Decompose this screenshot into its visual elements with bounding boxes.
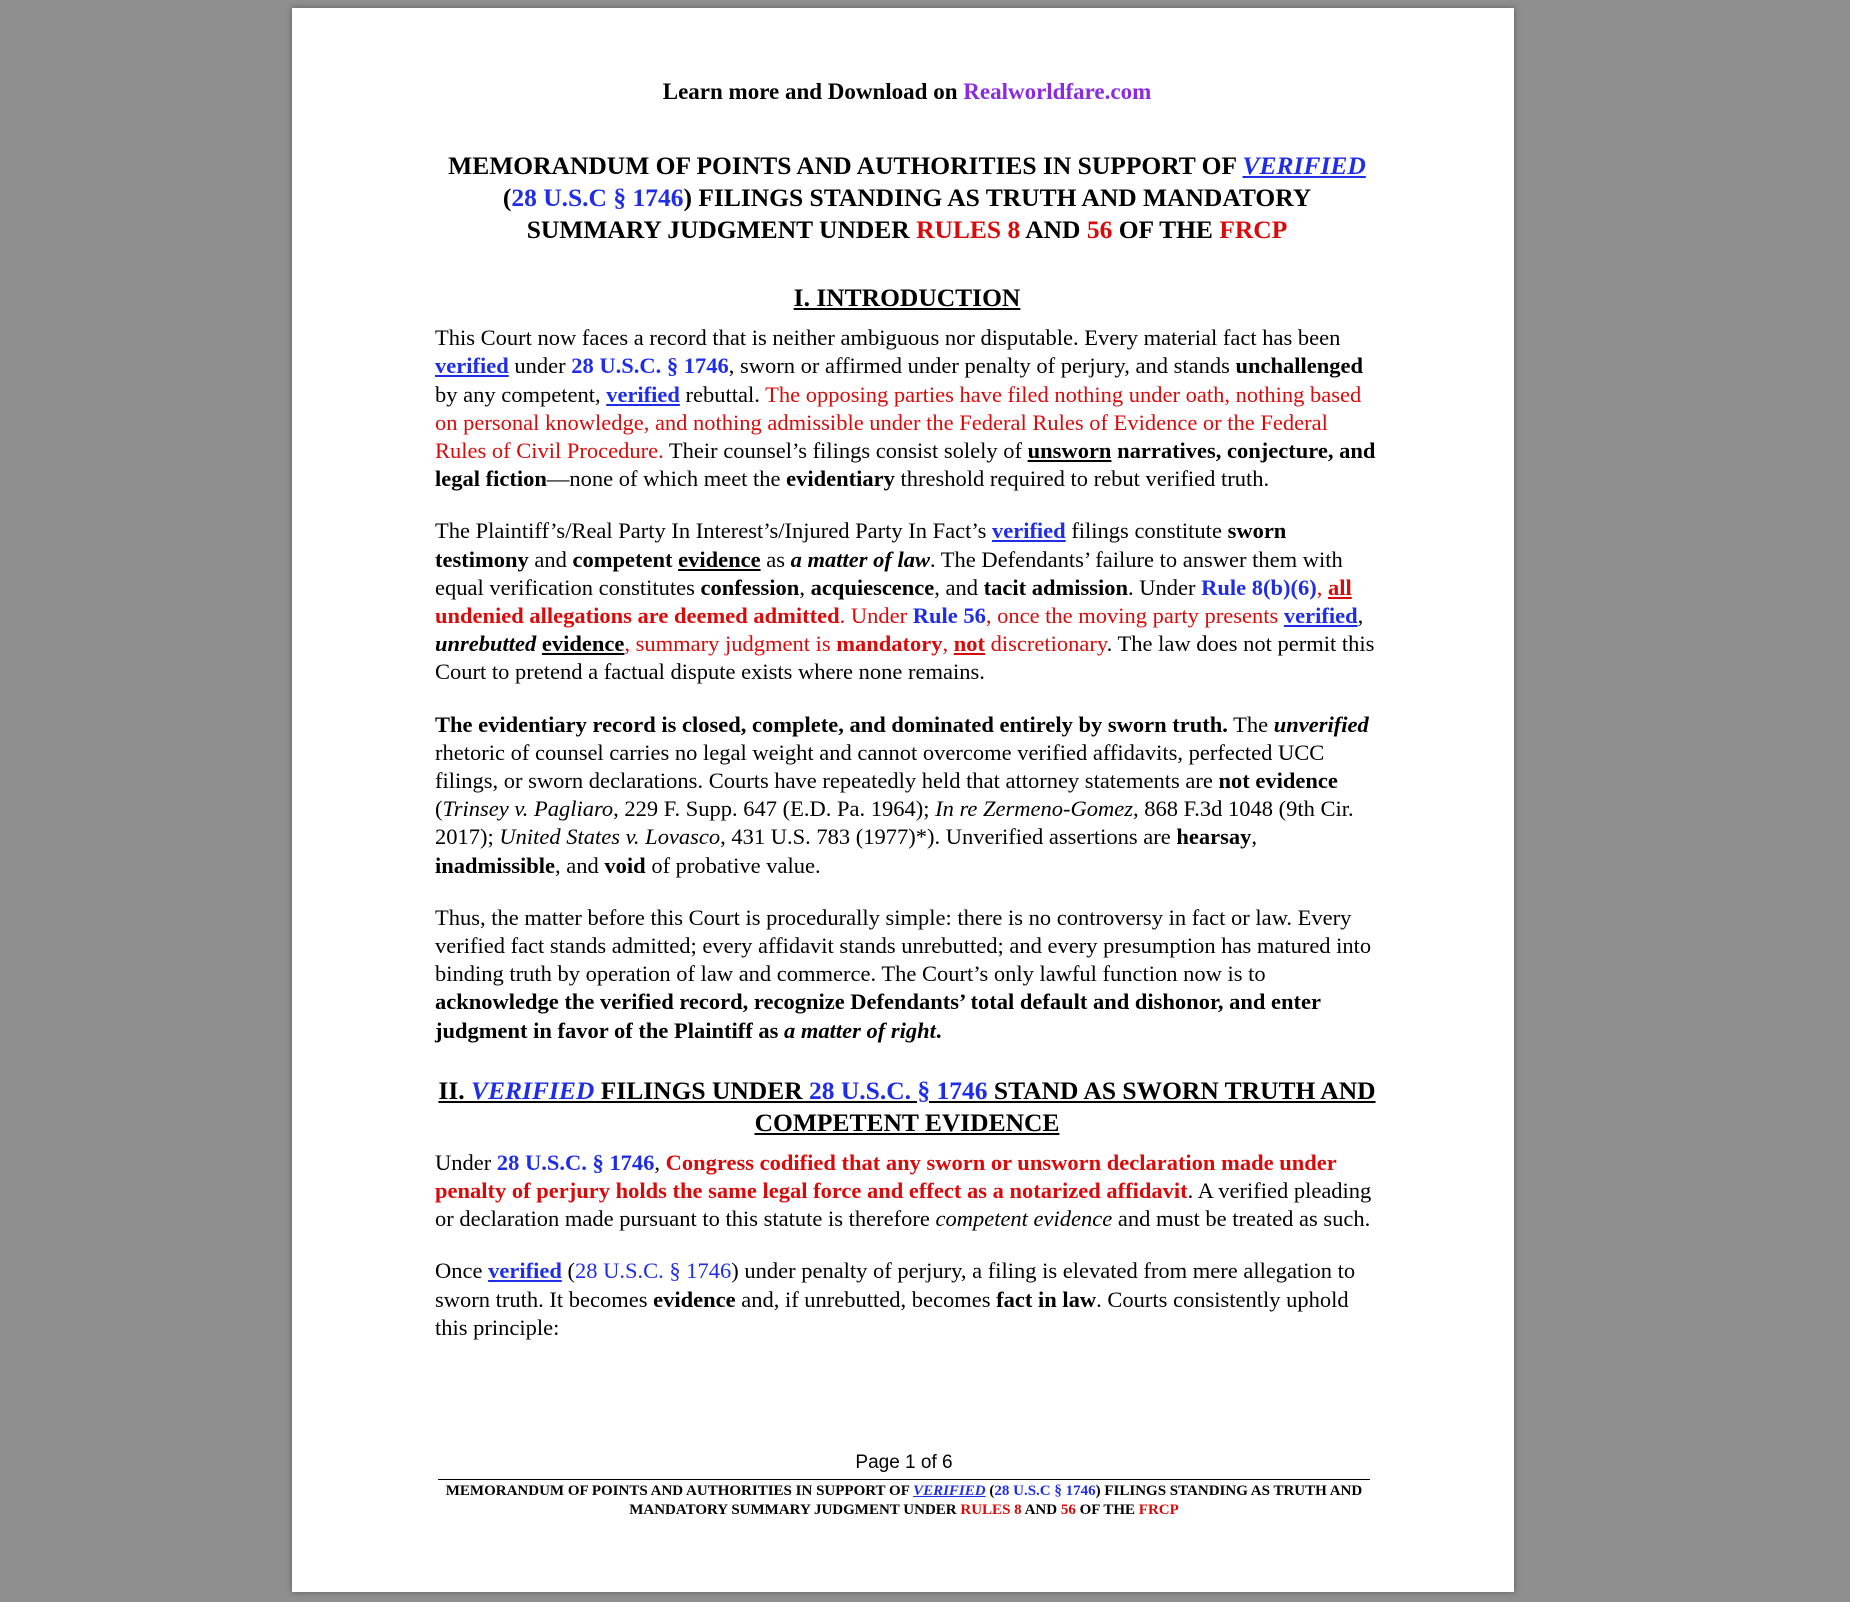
- text: FILINGS UNDER: [594, 1075, 810, 1105]
- text: ,: [654, 1149, 666, 1175]
- emphasis: inadmissible: [435, 852, 556, 878]
- text: , 868 F.3d 1048 (9th Cir. 2017);: [435, 796, 1354, 850]
- text: filings constitute: [1065, 518, 1228, 544]
- emphasis: narratives, conjecture, and legal fiction: [435, 438, 1376, 492]
- emphasis: competent evidence: [935, 1206, 1113, 1232]
- text: ,: [1357, 603, 1364, 629]
- text: under: [508, 353, 572, 379]
- text: (: [985, 1483, 995, 1499]
- text: . A verified pleading or declaration made pursuant to this statute is therefore: [435, 1178, 1372, 1232]
- emphasis: evidentiary: [786, 466, 895, 492]
- verified-link[interactable]: verified: [488, 1258, 562, 1284]
- text: , summary judgment is: [624, 631, 837, 657]
- text: Their counsel’s filings consist solely of: [663, 438, 1028, 464]
- text: . Under: [839, 603, 913, 629]
- emphasis: fact in law: [996, 1286, 1097, 1312]
- emphasis: evidence: [541, 631, 625, 657]
- text: , 431 U.S. 783 (1977)*). Unverified assertions are: [720, 824, 1177, 850]
- emphasis: unchallenged: [1235, 353, 1363, 379]
- page-content: [435, 78, 1379, 1366]
- emphasis: confession: [700, 574, 800, 600]
- section2-paragraph-1: [435, 1149, 1379, 1234]
- text: discretionary: [985, 631, 1107, 657]
- footer-statute: 28 U.S.C § 1746: [994, 1483, 1096, 1499]
- text: —none of which meet the: [546, 466, 787, 492]
- text: by any competent,: [435, 381, 607, 407]
- emphasis: a matter of right: [783, 1017, 936, 1043]
- text: , and: [555, 852, 605, 878]
- title-rules8: RULES 8: [916, 215, 1021, 245]
- emphasis: unrebutted: [435, 631, 537, 657]
- memorandum-title: [435, 150, 1379, 246]
- text: .: [935, 1017, 942, 1043]
- verified-link[interactable]: verified: [991, 518, 1066, 544]
- statute-ref: 28 U.S.C. § 1746: [574, 1258, 732, 1284]
- section-heading-introduction: I. INTRODUCTION: [793, 283, 1021, 313]
- text: The: [1227, 711, 1274, 737]
- emphasis: sworn testimony: [435, 518, 1287, 572]
- title-statute: 28 U.S.C § 1746: [511, 183, 684, 213]
- text: OF THE: [1075, 1502, 1139, 1518]
- footer-title: [438, 1482, 1370, 1520]
- text: . Courts consistently uphold this principle:: [435, 1286, 1349, 1340]
- text: ) FILINGS STANDING AS TRUTH AND MANDATORY SUMMARY JUDGMENT UNDER: [629, 1483, 1363, 1518]
- realworldfare-link[interactable]: Realworldfare.com: [963, 79, 1152, 104]
- emphasis: The evidentiary record is closed, complete, and dominated entirely by sworn truth.: [435, 711, 1228, 737]
- text: ,: [799, 574, 811, 600]
- emphasis: a matter of law: [790, 546, 930, 572]
- text: The Plaintiff’s/Real Party In Interest’s/Injured Party In Fact’s: [435, 518, 992, 544]
- footer-r56: 56: [1060, 1502, 1076, 1518]
- text: Once: [435, 1258, 489, 1284]
- emphasis: tacit admission: [983, 574, 1129, 600]
- text: (: [435, 796, 443, 822]
- emphasis: undenied allegations are deemed admitted: [435, 603, 840, 629]
- text: rhetoric of counsel carries no legal weight and cannot overcome verified affidavits, perfected UCC filings, or sworn declarations. Courts have repeatedly held that attorney statements are: [435, 739, 1325, 794]
- text: . The Defendants’ failure to answer them with equal verification constitutes: [435, 546, 1343, 600]
- text: STAND AS SWORN TRUTH AND COMPETENT EVIDENCE: [754, 1075, 1376, 1137]
- text: as: [760, 546, 791, 572]
- text: ,: [1251, 824, 1257, 850]
- heading-statute: 28 U.S.C. § 1746: [809, 1075, 988, 1105]
- text: , 229 F. Supp. 647 (E.D. Pa. 1964);: [613, 796, 936, 822]
- verified-link[interactable]: verified: [606, 381, 680, 407]
- text: This Court now faces a record that is neither ambiguous nor disputable. Every material fact has been: [435, 325, 1341, 351]
- intro-paragraph-2: [435, 517, 1379, 686]
- emphasis: acknowledge the verified record, recognize Defendants’ total default and dishonor, and enter judgment in favor of the Plaintiff as: [435, 989, 1321, 1043]
- emphasis: competent: [572, 546, 673, 572]
- text: II.: [438, 1075, 472, 1105]
- text: of probative value.: [645, 852, 821, 878]
- banner-text: Learn more and Download on: [662, 79, 964, 104]
- statute-ref: 28 U.S.C. § 1746: [496, 1149, 655, 1175]
- title-r56: 56: [1086, 215, 1113, 245]
- text: , sworn or affirmed under penalty of perjury, and stands: [728, 353, 1236, 379]
- text: Under: [435, 1149, 497, 1175]
- title-verified: VERIFIED: [1242, 151, 1366, 181]
- text: MEMORANDUM OF POINTS AND AUTHORITIES IN SUPPORT OF: [445, 1483, 914, 1499]
- footer-frcp: FRCP: [1138, 1502, 1179, 1518]
- text: . Under: [1128, 574, 1202, 600]
- text: , once the moving party presents: [985, 603, 1284, 629]
- download-banner: [435, 78, 1379, 106]
- text: , and: [934, 574, 984, 600]
- heading-verified: VERIFIED: [471, 1075, 595, 1105]
- intro-paragraph-1: [435, 324, 1379, 493]
- rule-ref: Rule 8(b)(6): [1201, 574, 1317, 600]
- emphasis: unverified: [1273, 711, 1369, 737]
- text: . The law does not permit this Court to pretend a factual dispute exists where none remains.: [435, 631, 1375, 685]
- text: and must be treated as such.: [1112, 1206, 1371, 1232]
- page-footer: [438, 1451, 1370, 1520]
- document-page: [292, 8, 1514, 1592]
- text: Thus, the matter before this Court is procedurally simple: there is no controversy in fact or law. Every verified fact stands admitted; every affidavit stands unrebutted; and every presumption has matured into binding truth by operation of law and commerce. The Court’s only lawful function now is to: [435, 904, 1372, 987]
- verified-link[interactable]: verified: [1283, 603, 1358, 629]
- emphasis: evidence: [653, 1286, 736, 1312]
- title-frcp: FRCP: [1219, 215, 1288, 245]
- footer-rules8: RULES 8: [960, 1502, 1022, 1518]
- text: ,: [1316, 574, 1329, 600]
- text: (: [561, 1258, 575, 1284]
- case-name: United States v. Lovasco: [499, 824, 721, 850]
- emphasis: void: [604, 852, 646, 878]
- text: ) under penalty of perjury, a filing is elevated from mere allegation to sworn truth. It becomes: [435, 1258, 1356, 1312]
- title-text: MEMORANDUM OF POINTS AND AUTHORITIES IN SUPPORT OF: [448, 151, 1243, 181]
- emphasis: evidence: [678, 546, 761, 572]
- emphasis: mandatory: [836, 631, 943, 657]
- text: and, if unrebutted, becomes: [735, 1286, 997, 1312]
- text: ,: [942, 631, 954, 657]
- title-text: (: [502, 183, 512, 213]
- emphasis: not evidence: [1218, 768, 1338, 794]
- text: AND: [1021, 1502, 1061, 1518]
- case-name: In re Zermeno-Gomez: [935, 796, 1133, 822]
- page-number: Page 1 of 6: [855, 1452, 953, 1473]
- text: and: [528, 546, 573, 572]
- intro-paragraph-3: [435, 711, 1379, 880]
- verified-link[interactable]: verified: [435, 353, 509, 379]
- emphasis: all: [1328, 574, 1352, 600]
- section-heading-verified-filings: [435, 1075, 1379, 1139]
- emphasis: acquiescence: [810, 574, 935, 600]
- footer-divider: [438, 1479, 1370, 1480]
- emphasis: unsworn: [1027, 438, 1112, 464]
- statute-ref: 28 U.S.C. § 1746: [571, 353, 729, 379]
- red-statement: Congress codified that any sworn or unsworn declaration made under penalty of perjury holds the same legal force and effect as a notarized affidavit: [435, 1149, 1337, 1204]
- section2-paragraph-2: [435, 1257, 1379, 1342]
- red-statement: The opposing parties have filed nothing under oath, nothing based on personal knowledge, and nothing admissible under the Federal Rules of Evidence or the Federal Rules of Civil Procedure.: [435, 381, 1362, 464]
- rule-ref: Rule 56: [912, 603, 986, 629]
- intro-paragraph-4: [435, 904, 1379, 1045]
- title-text: AND: [1020, 215, 1087, 245]
- footer-verified: VERIFIED: [913, 1483, 986, 1499]
- title-text: OF THE: [1112, 215, 1220, 245]
- text: rebuttal.: [679, 381, 766, 407]
- emphasis: not: [953, 631, 986, 657]
- case-name: Trinsey v. Pagliaro: [442, 796, 614, 822]
- emphasis: hearsay: [1176, 824, 1252, 850]
- title-text: ) FILINGS STANDING AS TRUTH AND MANDATORY SUMMARY JUDGMENT UNDER: [526, 183, 1312, 245]
- text: threshold required to rebut verified truth.: [894, 466, 1270, 492]
